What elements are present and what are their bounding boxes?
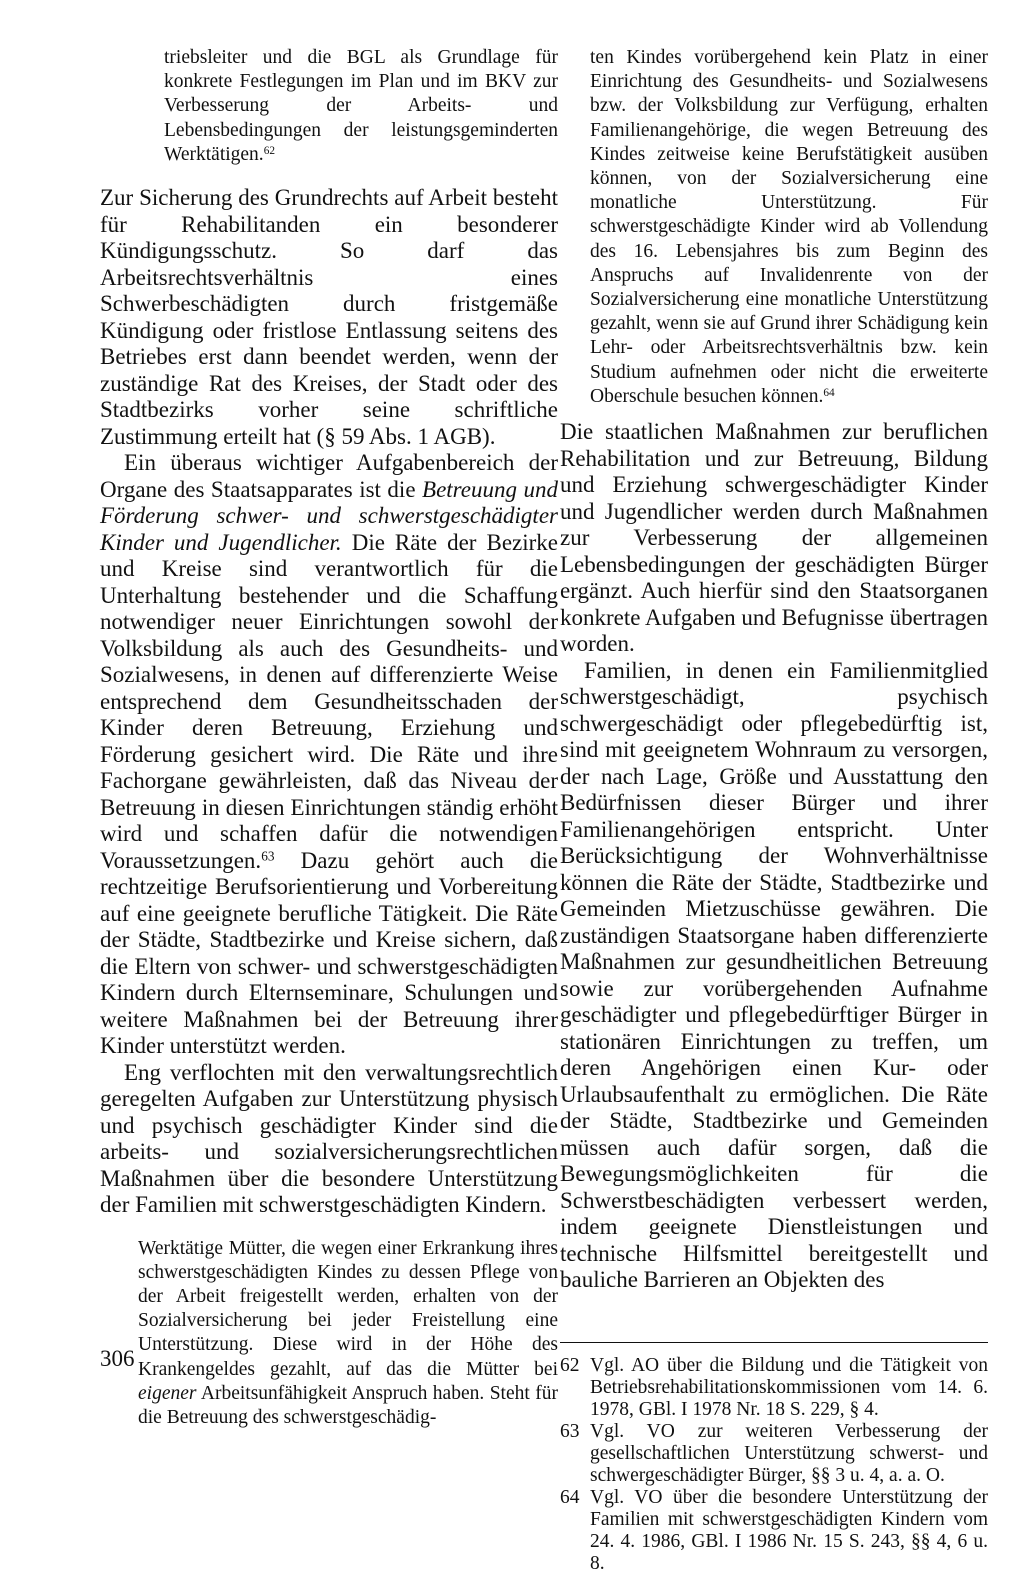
footnote-text: Vgl. VO zur weiteren Verbesserung der gesellschaftlichen Unterstützung schwerst- und schwergeschädigter Bürger, §§ 3 u. 4, a. a. O. [590, 1420, 988, 1486]
footnote-ref-64[interactable]: 64 [823, 386, 835, 399]
footnote-separator [560, 1342, 988, 1343]
paragraph-familien: Familien, in denen ein Familienmitglied schwerstgeschädigt, psychisch schwergeschädigt oder pflegebedürftig ist, sind mit geeignetem Wohnraum zu versorgen, der nach Lage, Größe und Ausstattung den Bedürfnissen dieser Bürger und ihrer Familienangehörigen entspricht. Unter Berücksichtigung der Wohnverhältnisse können die Räte der Städte, Stadtbezirke und Gemeinden Mietzuschüsse gewähren. Die zuständigen Staatsorgane haben differenzierte Maßnahmen zur gesundheitlichen Betreuung sowie zur vorübergehenden Aufnahme geschädigter und pflegebedürftiger Bürger in stationären Einrichtungen zu treffen, um deren Angehörigen einen Kur- oder Urlaubsaufenthalt zu ermöglichen. Die Räte der Städte, Stadtbezirke und Gemeinden müssen auch dafür sorgen, daß die Bewegungsmöglichkeiten für die Schwerstbeschädigten verbessert werden, indem geeignete Dienstleistungen und technische Hilfsmittel bereitgestellt und bauliche Barrieren an Objekten des [560, 657, 988, 1293]
emphasis-betreuung: Betreuung und Förderung schwer- und schwerstgeschädigter Kinder und Jugendlicher. [100, 476, 558, 555]
footnote-text: Vgl. VO über die besondere Unterstützung der Familien mit schwerstgeschädigten Kindern vom 24. 4. 1986, GBl. I 1986 Nr. 15 S. 243, §§ 4, 6 u. 8. [590, 1486, 988, 1574]
footnote-64 [560, 1487, 988, 1575]
footnote-number: 62 [560, 1354, 580, 1376]
paragraph-kuendigungsschutz: Zur Sicherung des Grundrechts auf Arbeit besteht für Rehabilitanden ein besonderer Kündigungsschutz. So darf das Arbeitsrechtsverhältnis eines Schwerbeschädigten durch fristgemäße Kündigung oder fristlose Entlassung seitens des Betriebes erst dann beendet werden, wenn der zuständige Rat des Kreises, der Stadt oder des Stadtbezirks vorher seine schriftliche Zustimmung erteilt hat (§ 59 Abs. 1 AGB). [100, 185, 558, 449]
quote-block-1: triebsleiter und die BGL als Grundlage für konkrete Festlegungen im Plan und im BKV zur Verbesserung der Arbeits- und Lebensbedingungen der leistungsgeminderten Werktätigen.$^{62}$ [164, 47, 558, 165]
emphasis-eigener: eigener [138, 1382, 197, 1404]
footnote-ref-63[interactable]: 63 [261, 848, 275, 864]
page-number: 306 [100, 1346, 135, 1371]
footnote-text: Vgl. AO über die Bildung und die Tätigkeit von Betriebsrehabilitationskommissionen vom 14. 6. 1978, GBl. I 1978 Nr. 18 S. 229, § 4. [590, 1354, 988, 1420]
right-column [560, 46, 988, 1575]
left-column [100, 46, 558, 1430]
footnote-62 [560, 1355, 988, 1421]
footnote-number: 63 [560, 1420, 580, 1442]
quote-block-2: Werktätige Mütter, die wegen einer Erkrankung ihres schwerstgeschädigten Kindes zu dessen Pflege von der Arbeit freigestellt werden, erhalten von der Sozialversicherung bei jeder Freistellung eine Unterstützung. Diese wird in der Höhe des Krankengeldes gezahlt, auf das die Mütter bei eigener Arbeitsunfähigkeit Anspruch haben. Steht für die Betreuung des schwerstgeschädig- [138, 1237, 558, 1428]
paragraph-unterstuetzung: Eng verflochten mit den verwaltungsrechtlich geregelten Aufgaben zur Unterstützung physisch und psychisch geschädigter Kinder sind die arbeits- und sozialversicherungsrechtlichen Maßnahmen über die besondere Unterstützung der Familien mit schwerstgeschädigten Kindern. [100, 1059, 558, 1218]
paragraph-staatliche-massnahmen: Die staatlichen Maßnahmen zur beruflichen Rehabilitation und zur Betreuung, Bildung und Erziehung schwergeschädigter Kinder und Jugendlicher werden durch Maßnahmen zur Verbesserung der allgemeinen Lebensbedingungen der geschädigten Bürger ergänzt. Auch hierfür sind den Staatsorganen konkrete Aufgaben und Befugnisse übertragen worden. [560, 419, 988, 657]
footnote-ref-62[interactable]: 62 [263, 144, 275, 157]
quote-block-3: ten Kindes vorübergehend kein Platz in einer Einrichtung des Gesundheits- und Sozialwesens bzw. der Volksbildung zur Verfügung, erhalten Familienangehörige, die wegen Betreuung des Kindes zeitweise keine Berufstätigkeit ausüben können, von der Sozialversicherung eine monatliche Unterstützung. Für schwerstgeschädigte Kinder wird ab Vollendung des 16. Lebensjahres bis zum Beginn des Anspruchs auf Invalidenrente von der Sozialversicherung eine monatliche Unterstützung gezahlt, wenn sie auf Grund ihrer Schädigung kein Lehr- oder Arbeitsrechtsverhältnis bzw. kein Studium aufnehmen oder nicht die erweiterte Oberschule besuchen können.$^{64}$ [590, 47, 988, 407]
footnote-number: 64 [560, 1486, 580, 1508]
footnote-63 [560, 1421, 988, 1487]
paragraph-betreuung: Ein überaus wichtiger Aufgabenbereich der Organe des Staatsapparates ist die Betreuung und Förderung schwer- und schwerstgeschädigter Kinder und Jugendlicher. Die Räte der Bezirke und Kreise sind verantwortlich für die Unterhaltung bestehender und die Schaffung notwendiger neuer Einrichtungen sowohl der Volksbildung als auch des Gesundheits- und Sozialwesens, in denen auf differenzierte Weise entsprechend dem Gesundheitsschaden der Kinder deren Betreuung, Erziehung und Förderung gesichert wird. Die Räte und ihre Fachorgane gewährleisten, daß das Niveau der Betreuung in diesen Einrichtungen ständig erhöht wird und schaffen dafür die notwendigen Voraussetzungen.$^{63}$ Dazu gehört auch die rechtzeitige Berufsorientierung und Vorbereitung auf eine geeignete berufliche Tätigkeit. Die Räte der Städte, Stadtbezirke und Kreise sichern, daß die Eltern von schwer- und schwerstgeschädigten Kindern durch Elternseminare, Schulungen und weitere Maßnahmen bei der Betreuung ihrer Kinder unterstützt werden. [100, 450, 558, 1059]
